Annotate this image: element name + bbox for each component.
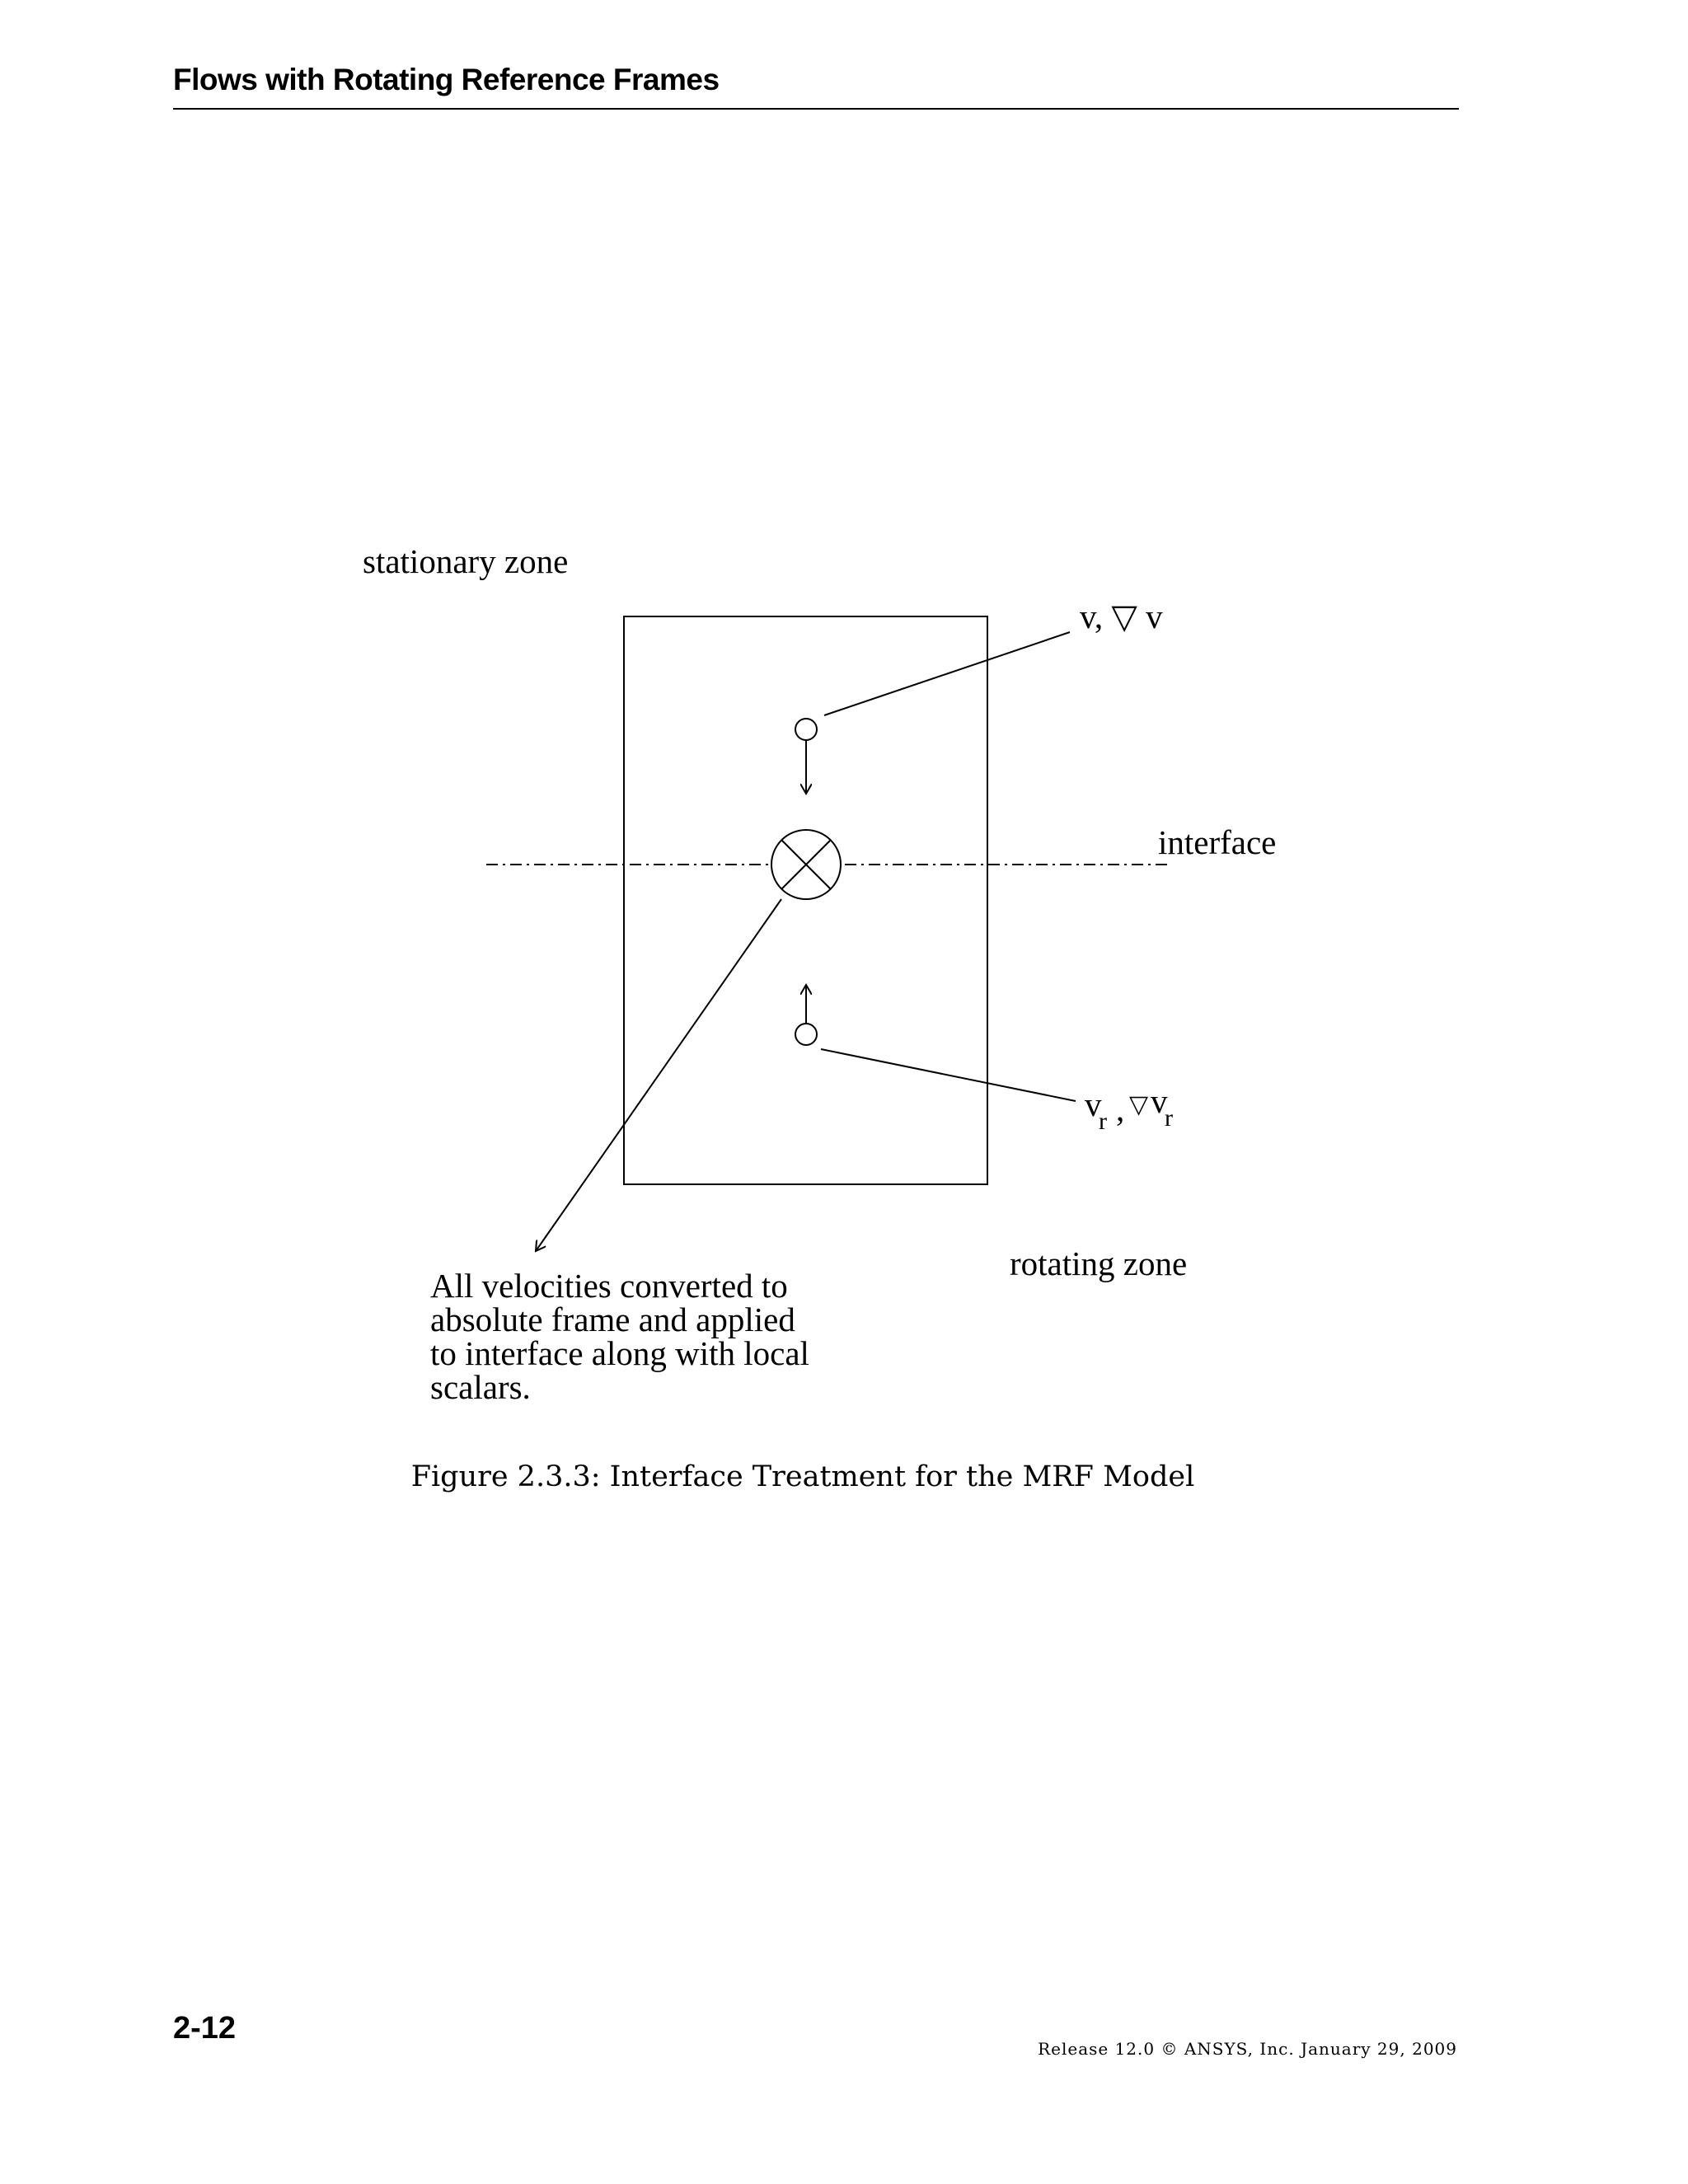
- lower-velocity-v2: v: [1151, 1082, 1168, 1120]
- release-info: Release 12.0 © ANSYS, Inc. January 29, 2009: [1038, 2039, 1457, 2059]
- rotating-zone-label: rotating zone: [1010, 1244, 1188, 1282]
- zone-rectangle: [624, 616, 987, 1184]
- annotation-line-2: absolute frame and applied: [430, 1301, 795, 1338]
- lower-velocity-subscript: r: [1099, 1108, 1107, 1135]
- annotation-line-3: to interface along with local: [430, 1334, 809, 1372]
- rotating-node: [795, 1024, 817, 1045]
- annotation-arrow: [536, 899, 781, 1251]
- upper-velocity-label: v, ▽ v: [1080, 598, 1163, 635]
- lower-velocity-subscript2: r: [1165, 1104, 1173, 1132]
- lower-leader-line: [821, 1049, 1076, 1101]
- lower-velocity-gradient: ▽: [1129, 1091, 1149, 1118]
- interface-cross-symbol: [771, 830, 841, 899]
- figure-caption: [0, 1460, 1688, 1493]
- page-number: 2-12: [173, 2011, 237, 2046]
- annotation-line-1: All velocities converted to: [430, 1267, 788, 1305]
- stationary-zone-label: stationary zone: [363, 542, 569, 580]
- stationary-node: [795, 719, 817, 740]
- lower-velocity-label: [1085, 1082, 1173, 1135]
- running-header: Flows with Rotating Reference Frames: [173, 63, 720, 96]
- lower-velocity-comma: ,: [1116, 1090, 1125, 1128]
- upper-leader-line: [824, 632, 1070, 715]
- interface-label: interface: [1158, 823, 1277, 861]
- annotation-line-4: scalars.: [430, 1368, 531, 1406]
- figure-caption-text: Figure 2.3.3: Interface Treatment for the MRF Model: [410, 1460, 1195, 1493]
- lower-velocity-v: v: [1085, 1085, 1102, 1123]
